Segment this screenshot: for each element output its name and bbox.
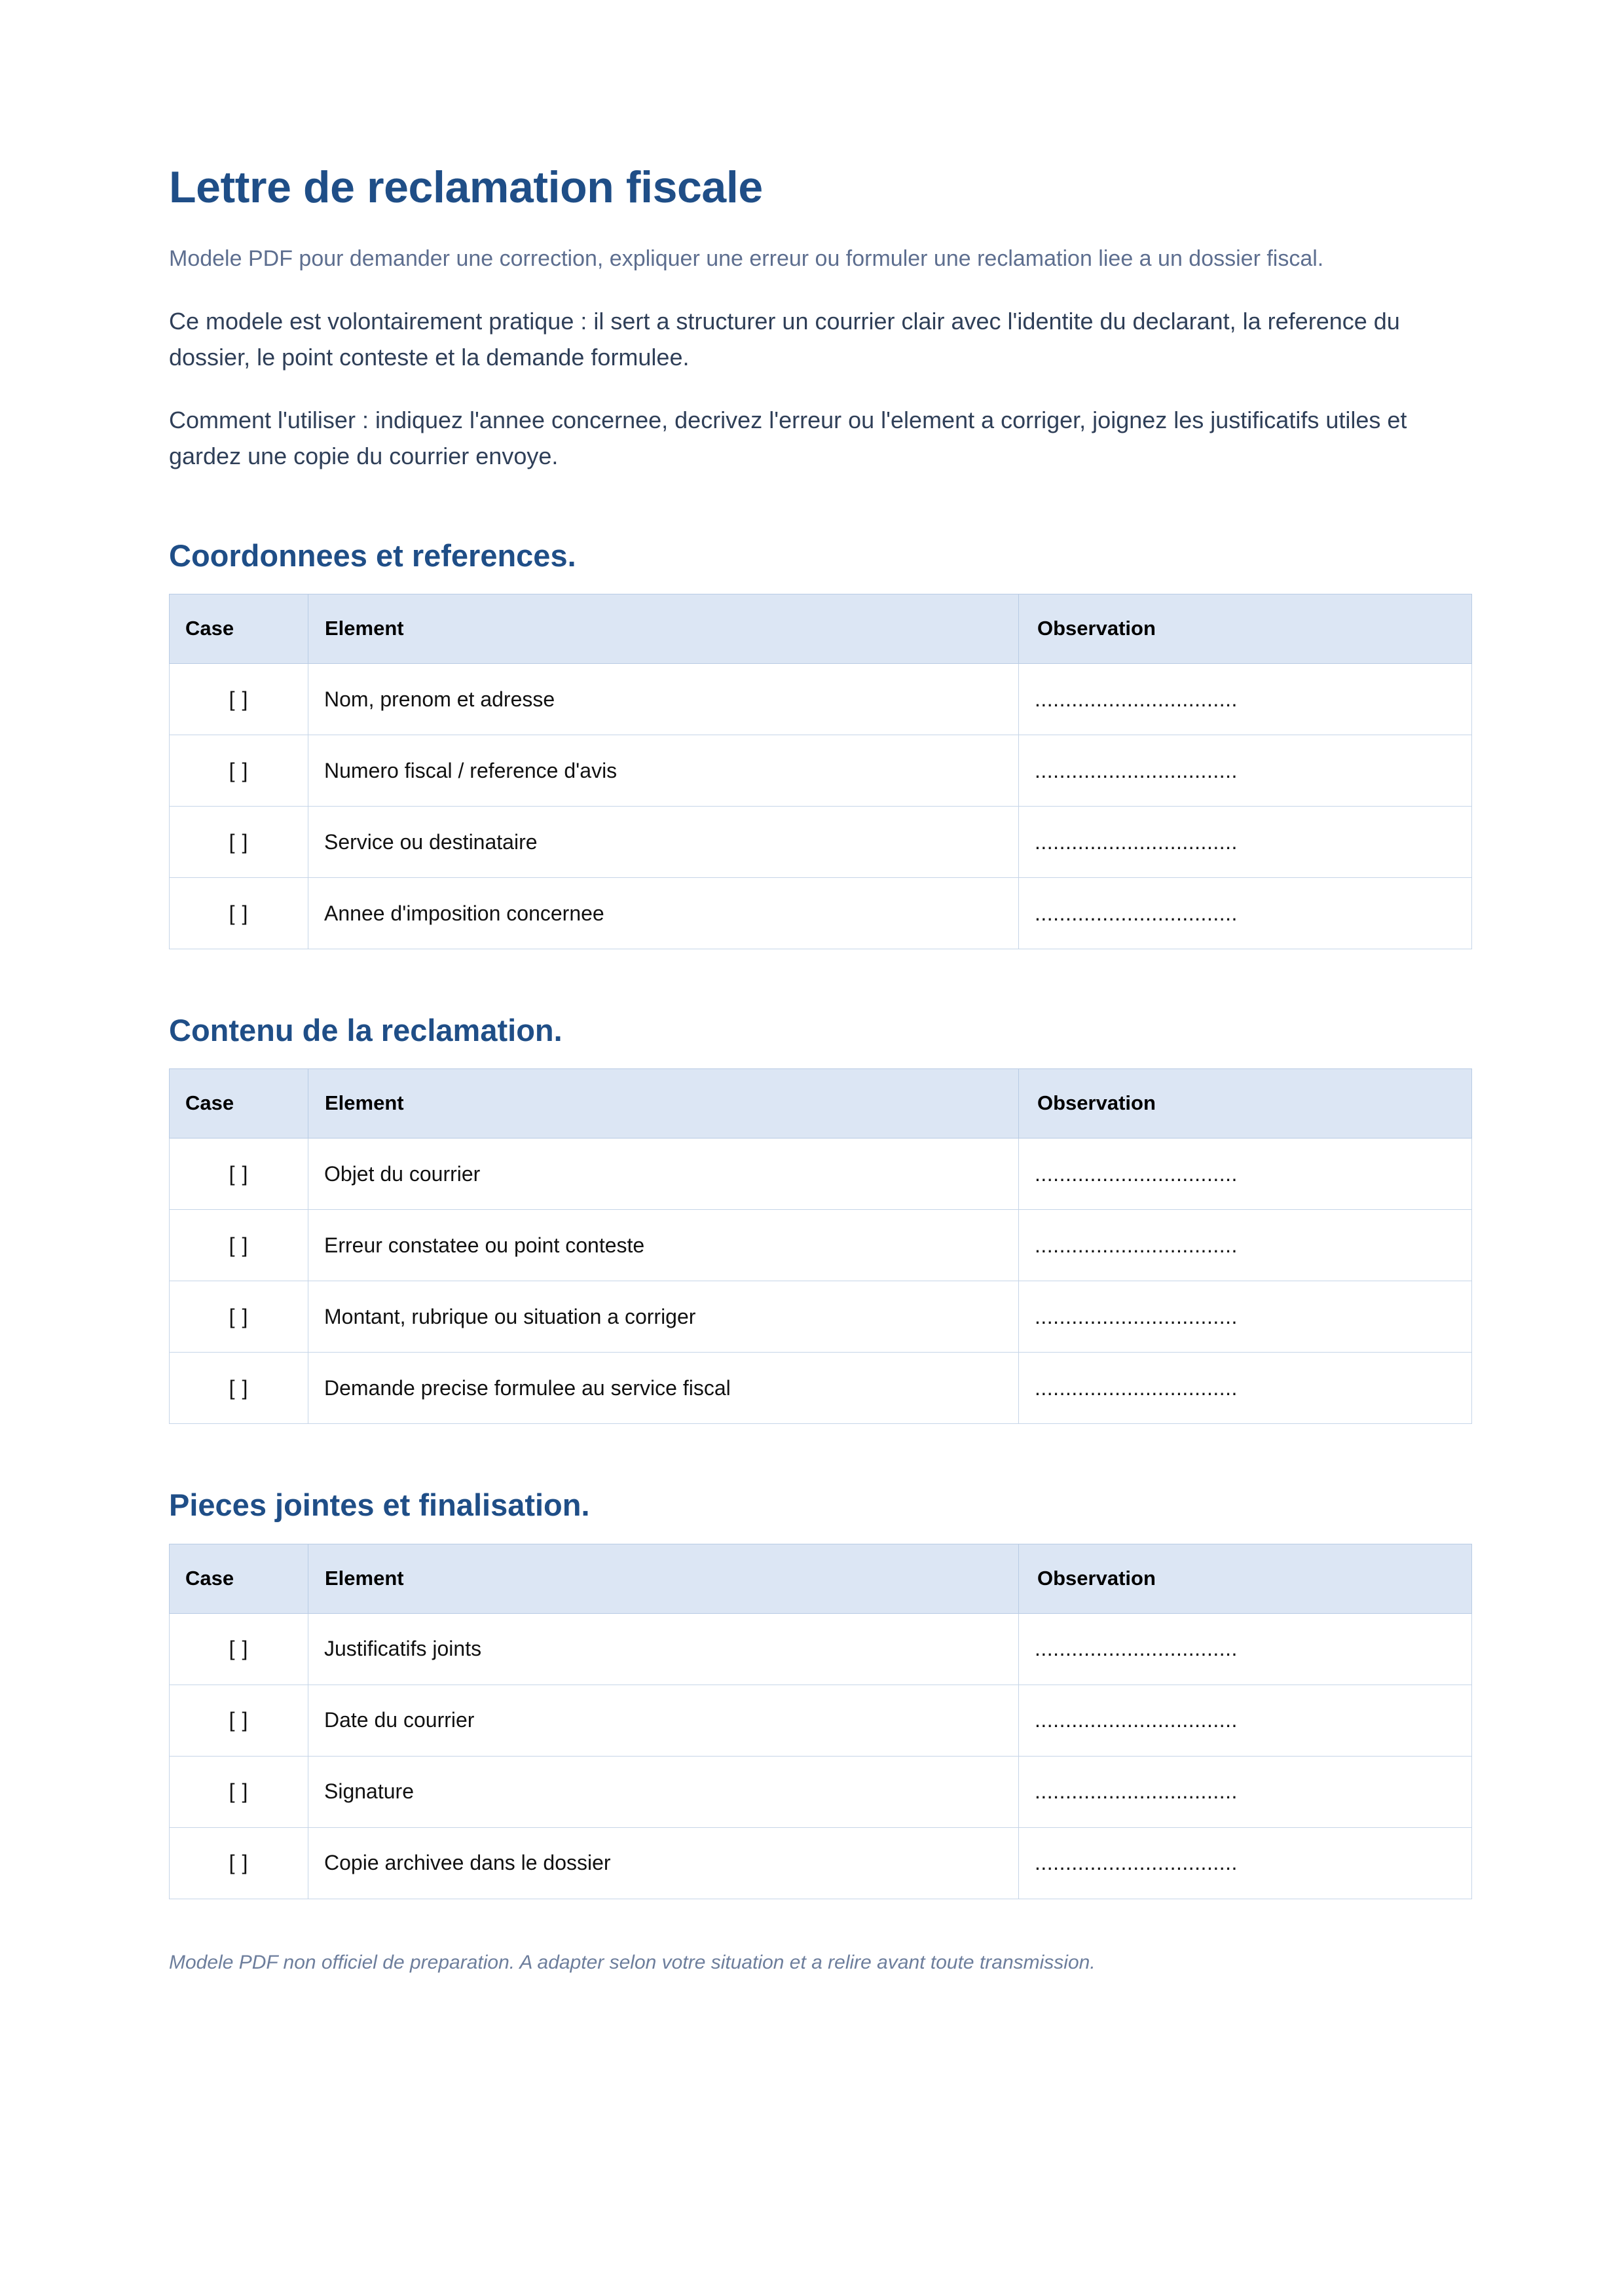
column-header-element: Element bbox=[308, 1544, 1019, 1613]
column-header-observation: Observation bbox=[1019, 1544, 1472, 1613]
checkbox-cell[interactable]: [ ] bbox=[170, 1756, 308, 1827]
observation-cell[interactable]: ................................. bbox=[1019, 1210, 1472, 1281]
checklist-table-contenu bbox=[169, 1068, 1472, 1424]
observation-cell[interactable]: ................................. bbox=[1019, 1139, 1472, 1210]
table-row bbox=[170, 1210, 1472, 1281]
element-cell: Objet du courrier bbox=[308, 1139, 1019, 1210]
column-header-observation: Observation bbox=[1019, 594, 1472, 664]
column-header-case: Case bbox=[170, 1069, 308, 1139]
footer-disclaimer: Modele PDF non officiel de preparation. A adapter selon votre situation et a relire avant toute transmission. bbox=[169, 1951, 1096, 1973]
table-row bbox=[170, 807, 1472, 878]
observation-cell[interactable]: ................................. bbox=[1019, 1281, 1472, 1353]
column-header-element: Element bbox=[308, 1069, 1019, 1139]
checkbox-cell[interactable]: [ ] bbox=[170, 1613, 308, 1685]
table-row bbox=[170, 1353, 1472, 1424]
element-cell: Copie archivee dans le dossier bbox=[308, 1827, 1019, 1899]
document-paragraph-2: Comment l'utiliser : indiquez l'annee concernee, decrivez l'erreur ou l'element a corriger, joignez les justificatifs utiles et gardez une copie du courrier envoye. bbox=[169, 407, 1407, 469]
element-cell: Montant, rubrique ou situation a corriger bbox=[308, 1281, 1019, 1353]
table-row bbox=[170, 878, 1472, 949]
observation-cell[interactable]: ................................. bbox=[1019, 1756, 1472, 1827]
section-heading-contenu: Contenu de la reclamation. bbox=[169, 1013, 563, 1048]
checkbox-cell[interactable]: [ ] bbox=[170, 1139, 308, 1210]
observation-cell[interactable]: ................................. bbox=[1019, 735, 1472, 807]
document-paragraph-1: Ce modele est volontairement pratique : il sert a structurer un courrier clair avec l'identite du declarant, la reference du dossier, le point conteste et la demande formulee. bbox=[169, 307, 1400, 371]
checkbox-cell[interactable]: [ ] bbox=[170, 1827, 308, 1899]
column-header-case: Case bbox=[170, 1544, 308, 1613]
table-row bbox=[170, 1827, 1472, 1899]
element-cell: Demande precise formulee au service fiscal bbox=[308, 1353, 1019, 1424]
observation-cell[interactable]: ................................. bbox=[1019, 878, 1472, 949]
element-cell: Numero fiscal / reference d'avis bbox=[308, 735, 1019, 807]
table-header-row bbox=[170, 1544, 1472, 1613]
table-row bbox=[170, 1756, 1472, 1827]
observation-cell[interactable]: ................................. bbox=[1019, 1827, 1472, 1899]
element-cell: Justificatifs joints bbox=[308, 1613, 1019, 1685]
element-cell: Nom, prenom et adresse bbox=[308, 664, 1019, 735]
element-cell: Signature bbox=[308, 1756, 1019, 1827]
column-header-observation: Observation bbox=[1019, 1069, 1472, 1139]
element-cell: Annee d'imposition concernee bbox=[308, 878, 1019, 949]
checklist-table-pieces-jointes bbox=[169, 1544, 1472, 1899]
table-row bbox=[170, 1685, 1472, 1756]
observation-cell[interactable]: ................................. bbox=[1019, 807, 1472, 878]
table-header-row bbox=[170, 594, 1472, 664]
checkbox-cell[interactable]: [ ] bbox=[170, 1281, 308, 1353]
checkbox-cell[interactable]: [ ] bbox=[170, 878, 308, 949]
observation-cell[interactable]: ................................. bbox=[1019, 664, 1472, 735]
checkbox-cell[interactable]: [ ] bbox=[170, 735, 308, 807]
table-row bbox=[170, 735, 1472, 807]
table-header-row bbox=[170, 1069, 1472, 1139]
element-cell: Service ou destinataire bbox=[308, 807, 1019, 878]
element-cell: Date du courrier bbox=[308, 1685, 1019, 1756]
checkbox-cell[interactable]: [ ] bbox=[170, 1685, 308, 1756]
observation-cell[interactable]: ................................. bbox=[1019, 1613, 1472, 1685]
checkbox-cell[interactable]: [ ] bbox=[170, 664, 308, 735]
section-heading-pieces-jointes: Pieces jointes et finalisation. bbox=[169, 1487, 590, 1523]
table-row bbox=[170, 1139, 1472, 1210]
document-lead-paragraph: Modele PDF pour demander une correction, expliquer une erreur ou formuler une reclamation liee a un dossier fiscal. bbox=[169, 246, 1324, 272]
table-row bbox=[170, 1281, 1472, 1353]
table-row bbox=[170, 664, 1472, 735]
page-title: Lettre de reclamation fiscale bbox=[169, 162, 763, 212]
checkbox-cell[interactable]: [ ] bbox=[170, 1210, 308, 1281]
column-header-element: Element bbox=[308, 594, 1019, 664]
column-header-case: Case bbox=[170, 594, 308, 664]
observation-cell[interactable]: ................................. bbox=[1019, 1685, 1472, 1756]
checklist-table-coordonnees bbox=[169, 594, 1472, 949]
table-row bbox=[170, 1613, 1472, 1685]
checkbox-cell[interactable]: [ ] bbox=[170, 807, 308, 878]
element-cell: Erreur constatee ou point conteste bbox=[308, 1210, 1019, 1281]
checkbox-cell[interactable]: [ ] bbox=[170, 1353, 308, 1424]
observation-cell[interactable]: ................................. bbox=[1019, 1353, 1472, 1424]
section-heading-coordonnees: Coordonnees et references. bbox=[169, 538, 576, 573]
